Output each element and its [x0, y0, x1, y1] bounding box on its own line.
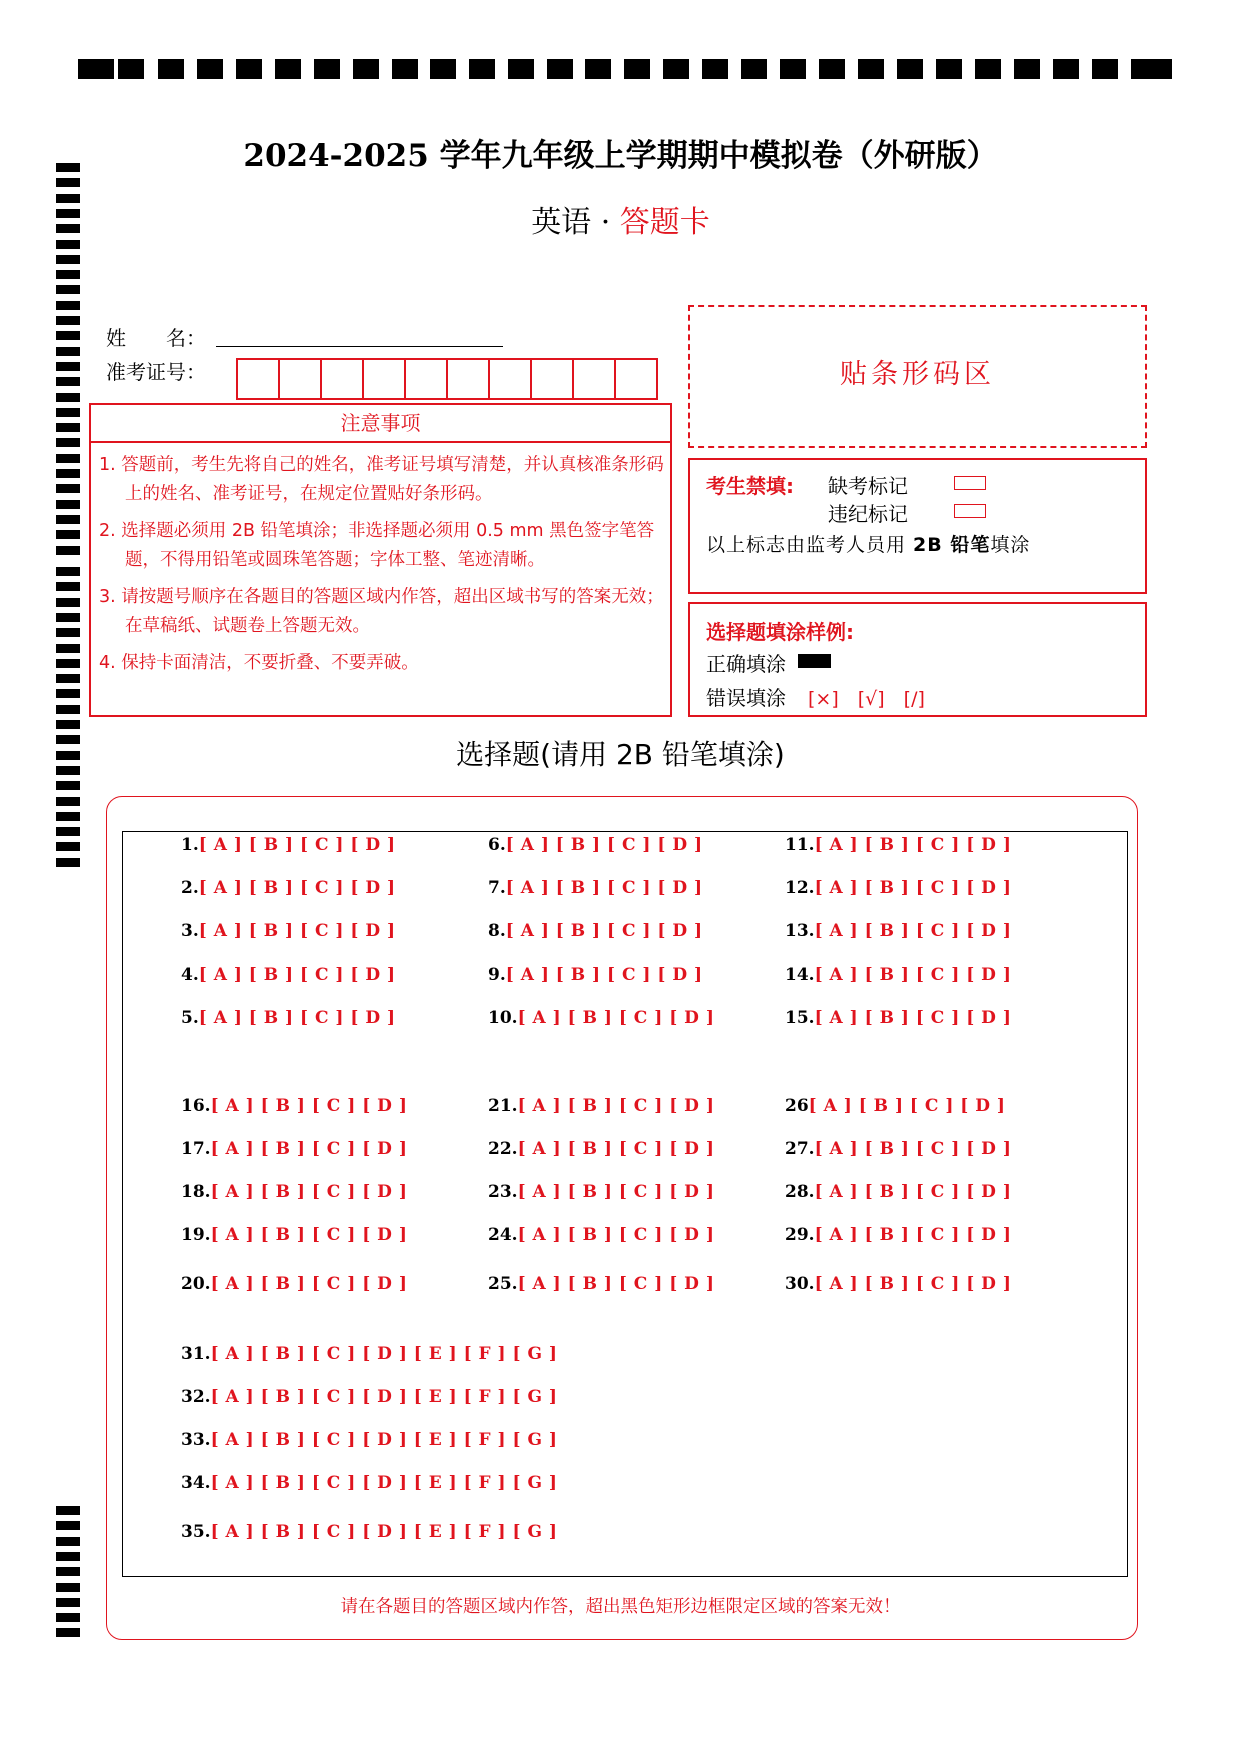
question-number: 5.	[181, 1008, 199, 1028]
registration-mark	[56, 270, 80, 279]
registration-dash	[1053, 59, 1079, 79]
registration-mark	[56, 1628, 80, 1637]
registration-mark	[56, 1583, 80, 1592]
proctor-only-box	[688, 458, 1147, 594]
answer-options[interactable]: [ A ] [ B ] [ C ] [ D ]	[210, 1274, 408, 1294]
question-number: 22.	[488, 1139, 518, 1159]
registration-mark	[56, 1567, 80, 1576]
question-number: 28.	[785, 1182, 815, 1202]
question-row[interactable]	[181, 1274, 407, 1294]
wrong-fill-examples: [×] [√] [/]	[808, 688, 925, 710]
exam-number-digit-box[interactable]	[404, 358, 448, 400]
question-row[interactable]	[488, 921, 703, 941]
exam-number-digit-box[interactable]	[488, 358, 532, 400]
registration-dash	[975, 59, 1001, 79]
question-row[interactable]	[181, 1096, 407, 1116]
question-row[interactable]	[181, 1473, 557, 1493]
question-row[interactable]	[785, 1008, 1011, 1028]
answer-options[interactable]: [ A ] [ B ] [ C ] [ D ]	[210, 1182, 408, 1202]
registration-mark	[56, 500, 80, 509]
question-row[interactable]	[181, 835, 396, 855]
answer-options[interactable]: [ A ] [ B ] [ C ] [ D ]	[814, 835, 1012, 855]
answer-options[interactable]: [ A ] [ B ] [ C ] [ D ]	[814, 878, 1012, 898]
question-number: 4.	[181, 965, 199, 985]
fill-sample-box	[688, 602, 1147, 717]
answer-options[interactable]: [ A ] [ B ] [ C ] [ D ]	[198, 1008, 396, 1028]
exam-number-digit-box[interactable]	[362, 358, 406, 400]
answer-options[interactable]: [ A ] [ B ] [ C ] [ D ]	[198, 965, 396, 985]
answer-options[interactable]: [ A ] [ B ] [ C ] [ D ]	[517, 1182, 715, 1202]
registration-dash	[314, 59, 340, 79]
registration-dash	[1092, 59, 1118, 79]
section-title: 选择题(请用 2B 铅笔填涂)	[456, 738, 785, 771]
answer-options[interactable]: [ A ] [ B ] [ C ] [ D ]	[814, 921, 1012, 941]
registration-dash	[197, 59, 223, 79]
answer-options[interactable]: [ A ] [ B ] [ C ] [ D ]	[814, 1008, 1012, 1028]
answer-options[interactable]: [ A ] [ B ] [ C ] [ D ]	[505, 835, 703, 855]
exam-number-label: 准考证号：	[106, 360, 206, 384]
question-row[interactable]	[488, 1096, 714, 1116]
answer-options[interactable]: [ A ] [ B ] [ C ] [ D ] [ E ] [ F ] [ G ]	[210, 1430, 558, 1450]
question-row[interactable]	[488, 965, 703, 985]
registration-dash	[547, 59, 573, 79]
top-registration-marks	[78, 59, 1172, 79]
question-row[interactable]	[181, 1225, 407, 1245]
notice-heading: 注意事项	[89, 403, 672, 443]
subtitle-subject: 英语 ·	[531, 205, 620, 240]
correct-fill-example	[798, 654, 831, 668]
exam-number-digit-box[interactable]	[614, 358, 658, 400]
registration-dash	[780, 59, 806, 79]
question-row[interactable]	[181, 1522, 557, 1542]
registration-dash	[1131, 59, 1172, 79]
question-row[interactable]	[488, 1182, 714, 1202]
question-number: 7.	[488, 878, 506, 898]
question-number: 13.	[785, 921, 815, 941]
question-row[interactable]	[785, 921, 1011, 941]
wrong-fill-label: 错误填涂	[706, 686, 786, 710]
question-row[interactable]	[181, 1387, 557, 1407]
question-row[interactable]	[785, 1274, 1011, 1294]
answer-options[interactable]: [ A ] [ B ] [ C ] [ D ] [ E ] [ F ] [ G ]	[210, 1473, 558, 1493]
subtitle-answer-sheet: 答题卡	[619, 205, 710, 240]
answer-options[interactable]: [ A ] [ B ] [ C ] [ D ]	[198, 921, 396, 941]
registration-dash	[236, 59, 262, 79]
question-row[interactable]	[181, 878, 396, 898]
registration-mark	[56, 1506, 80, 1515]
correct-fill-label: 正确填涂	[706, 652, 786, 676]
registration-mark	[56, 628, 80, 637]
registration-dash	[1014, 59, 1040, 79]
notice-list	[89, 443, 672, 717]
registration-mark	[56, 705, 80, 714]
answer-options[interactable]: [ A ] [ B ] [ C ] [ D ]	[814, 1225, 1012, 1245]
question-row[interactable]	[181, 1139, 407, 1159]
registration-dash	[897, 59, 923, 79]
question-number: 25.	[488, 1274, 518, 1294]
answer-grid	[122, 831, 1128, 1577]
question-row[interactable]	[181, 921, 396, 941]
registration-mark	[56, 515, 80, 524]
question-row[interactable]	[488, 878, 703, 898]
question-number: 15.	[785, 1008, 815, 1028]
question-number: 23.	[488, 1182, 518, 1202]
answer-options[interactable]: [ A ] [ B ] [ C ] [ D ]	[517, 1225, 715, 1245]
footnote-warning: 请在各题目的答题区域内作答，超出黑色矩形边框限定区域的答案无效！	[340, 1597, 901, 1617]
answer-options[interactable]: [ A ] [ B ] [ C ] [ D ]	[505, 878, 703, 898]
question-number: 11.	[785, 835, 815, 855]
exam-number-boxes[interactable]	[238, 358, 658, 400]
registration-mark	[56, 598, 80, 607]
question-number: 9.	[488, 965, 506, 985]
answer-options[interactable]: [ A ] [ B ] [ C ] [ D ]	[505, 921, 703, 941]
question-row[interactable]	[181, 1430, 557, 1450]
question-row[interactable]	[488, 1008, 714, 1028]
question-number: 6.	[488, 835, 506, 855]
violation-mark-box[interactable]	[954, 504, 986, 518]
question-number: 19.	[181, 1225, 211, 1245]
absent-mark-label: 缺考标记	[828, 474, 908, 498]
registration-mark	[56, 546, 80, 555]
registration-mark	[56, 454, 80, 463]
question-row[interactable]	[181, 1182, 407, 1202]
question-row[interactable]	[488, 1225, 714, 1245]
answer-options[interactable]: [ A ] [ B ] [ C ] [ D ] [ E ] [ F ] [ G ]	[210, 1387, 558, 1407]
exam-number-digit-box[interactable]	[278, 358, 322, 400]
notice-item: 3. 请按题号顺序在各题目的答题区域内作答，超出区域书写的答案无效；在草稿纸、试题卷上答题无效。	[99, 587, 664, 636]
answer-options[interactable]: [ A ] [ B ] [ C ] [ D ]	[198, 878, 396, 898]
question-number: 35.	[181, 1522, 211, 1542]
question-row[interactable]	[181, 965, 396, 985]
absent-mark-box[interactable]	[954, 476, 986, 490]
registration-mark	[56, 797, 80, 806]
exam-number-digit-box[interactable]	[446, 358, 490, 400]
question-number: 32.	[181, 1387, 211, 1407]
exam-number-digit-box[interactable]	[236, 358, 280, 400]
proctor-note: 以上标志由监考人员用 2B 铅笔填涂	[706, 534, 1031, 556]
registration-mark	[56, 644, 80, 653]
notice-item: 1. 答题前，考生先将自己的姓名，准考证号填写清楚，并认真核准条形码上的姓名、准考证号，在规定位置贴好条形码。	[99, 455, 664, 504]
exam-number-digit-box[interactable]	[572, 358, 616, 400]
registration-mark	[56, 1537, 80, 1546]
registration-mark	[56, 812, 80, 821]
answer-options[interactable]: [ A ] [ B ] [ C ] [ D ]	[198, 835, 396, 855]
page-subtitle	[0, 197, 1241, 241]
exam-number-digit-box[interactable]	[320, 358, 364, 400]
question-row[interactable]	[488, 1274, 714, 1294]
answer-options[interactable]: [ A ] [ B ] [ C ] [ D ]	[517, 1274, 715, 1294]
registration-dash	[158, 59, 184, 79]
registration-mark	[56, 285, 80, 294]
registration-dash	[585, 59, 611, 79]
registration-dash	[663, 59, 689, 79]
answer-options[interactable]: [ A ] [ B ] [ C ] [ D ]	[517, 1139, 715, 1159]
registration-dash	[78, 59, 114, 79]
fill-sample-title: 选择题填涂样例:	[706, 620, 854, 644]
barcode-area: 贴条形码区	[688, 305, 1147, 448]
registration-mark	[56, 178, 80, 187]
registration-mark	[56, 347, 80, 356]
registration-mark	[56, 659, 80, 668]
question-number: 14.	[785, 965, 815, 985]
registration-mark	[56, 484, 80, 493]
question-number: 20.	[181, 1274, 211, 1294]
question-number: 2.	[181, 878, 199, 898]
registration-mark	[56, 301, 80, 310]
notice-item: 2. 选择题必须用 2B 铅笔填涂；非选择题必须用 0.5 mm 黑色签字笔答题，不得用铅笔或圆珠笔答题；字体工整、笔迹清晰。	[99, 521, 655, 570]
registration-mark	[56, 530, 80, 539]
question-row[interactable]	[785, 878, 1011, 898]
answer-options[interactable]: [ A ] [ B ] [ C ] [ D ]	[517, 1096, 715, 1116]
registration-mark	[56, 720, 80, 729]
registration-dash	[275, 59, 301, 79]
registration-mark	[56, 674, 80, 683]
question-number: 29.	[785, 1225, 815, 1245]
question-number: 31.	[181, 1344, 211, 1364]
answer-options[interactable]: [ A ] [ B ] [ C ] [ D ] [ E ] [ F ] [ G ]	[210, 1522, 558, 1542]
answer-options[interactable]: [ A ] [ B ] [ C ] [ D ]	[814, 1182, 1012, 1202]
registration-mark	[56, 827, 80, 836]
question-number: 1.	[181, 835, 199, 855]
answer-options[interactable]: [ A ] [ B ] [ C ] [ D ]	[517, 1008, 715, 1028]
question-number: 33.	[181, 1430, 211, 1450]
registration-mark	[56, 316, 80, 325]
name-label: 姓 名：	[106, 326, 206, 350]
registration-mark	[56, 438, 80, 447]
question-row[interactable]	[181, 1008, 396, 1028]
registration-mark	[56, 689, 80, 698]
registration-dash	[858, 59, 884, 79]
question-number: 34.	[181, 1473, 211, 1493]
registration-mark	[56, 393, 80, 402]
answer-options[interactable]: [ A ] [ B ] [ C ] [ D ]	[210, 1225, 408, 1245]
registration-dash	[508, 59, 534, 79]
answer-options[interactable]: [ A ] [ B ] [ C ] [ D ]	[808, 1096, 1006, 1116]
answer-options[interactable]: [ A ] [ B ] [ C ] [ D ]	[505, 965, 703, 985]
registration-dash	[741, 59, 767, 79]
answer-options[interactable]: [ A ] [ B ] [ C ] [ D ]	[210, 1139, 408, 1159]
question-row[interactable]	[785, 1096, 1005, 1116]
name-field[interactable]	[216, 346, 503, 347]
registration-mark	[56, 1521, 80, 1530]
question-number: 24.	[488, 1225, 518, 1245]
registration-mark	[56, 781, 80, 790]
registration-dash	[819, 59, 845, 79]
violation-mark-label: 违纪标记	[828, 502, 908, 526]
registration-dash	[353, 59, 379, 79]
answer-options[interactable]: [ A ] [ B ] [ C ] [ D ] [ E ] [ F ] [ G ]	[210, 1344, 558, 1364]
registration-dash	[936, 59, 962, 79]
question-row[interactable]	[785, 1182, 1011, 1202]
registration-mark	[56, 255, 80, 264]
registration-dash	[430, 59, 456, 79]
registration-mark	[56, 331, 80, 340]
question-row[interactable]	[785, 835, 1011, 855]
question-number: 12.	[785, 878, 815, 898]
registration-dash	[624, 59, 650, 79]
question-number: 30.	[785, 1274, 815, 1294]
registration-mark	[56, 1552, 80, 1561]
question-row[interactable]	[488, 1139, 714, 1159]
proctor-only-title: 考生禁填:	[706, 474, 794, 498]
answer-options[interactable]: [ A ] [ B ] [ C ] [ D ]	[814, 1274, 1012, 1294]
registration-mark	[56, 408, 80, 417]
registration-mark	[56, 613, 80, 622]
registration-dash	[118, 59, 144, 79]
registration-dash	[702, 59, 728, 79]
registration-mark	[56, 469, 80, 478]
question-number: 10.	[488, 1008, 518, 1028]
registration-mark	[56, 858, 80, 867]
registration-dash	[469, 59, 495, 79]
question-row[interactable]	[488, 835, 703, 855]
answer-options[interactable]: [ A ] [ B ] [ C ] [ D ]	[814, 965, 1012, 985]
answer-options[interactable]: [ A ] [ B ] [ C ] [ D ]	[814, 1139, 1012, 1159]
registration-mark	[56, 377, 80, 386]
question-number: 26	[785, 1096, 809, 1116]
page-title: 2024-2025 学年九年级上学期期中模拟卷（外研版）	[243, 138, 998, 174]
question-number: 3.	[181, 921, 199, 941]
question-row[interactable]	[181, 1344, 557, 1364]
question-number: 8.	[488, 921, 506, 941]
question-number: 21.	[488, 1096, 518, 1116]
registration-mark	[56, 582, 80, 591]
question-row[interactable]	[785, 965, 1011, 985]
registration-mark	[56, 362, 80, 371]
registration-mark	[56, 842, 80, 851]
question-number: 18.	[181, 1182, 211, 1202]
answer-options[interactable]: [ A ] [ B ] [ C ] [ D ]	[210, 1096, 408, 1116]
question-row[interactable]	[785, 1139, 1011, 1159]
question-number: 27.	[785, 1139, 815, 1159]
exam-number-digit-box[interactable]	[530, 358, 574, 400]
question-number: 17.	[181, 1139, 211, 1159]
notice-item: 4. 保持卡面清洁，不要折叠、不要弄破。	[99, 653, 419, 673]
registration-mark	[56, 567, 80, 576]
question-number: 16.	[181, 1096, 211, 1116]
question-row[interactable]	[785, 1225, 1011, 1245]
registration-dash	[392, 59, 418, 79]
registration-mark	[56, 423, 80, 432]
